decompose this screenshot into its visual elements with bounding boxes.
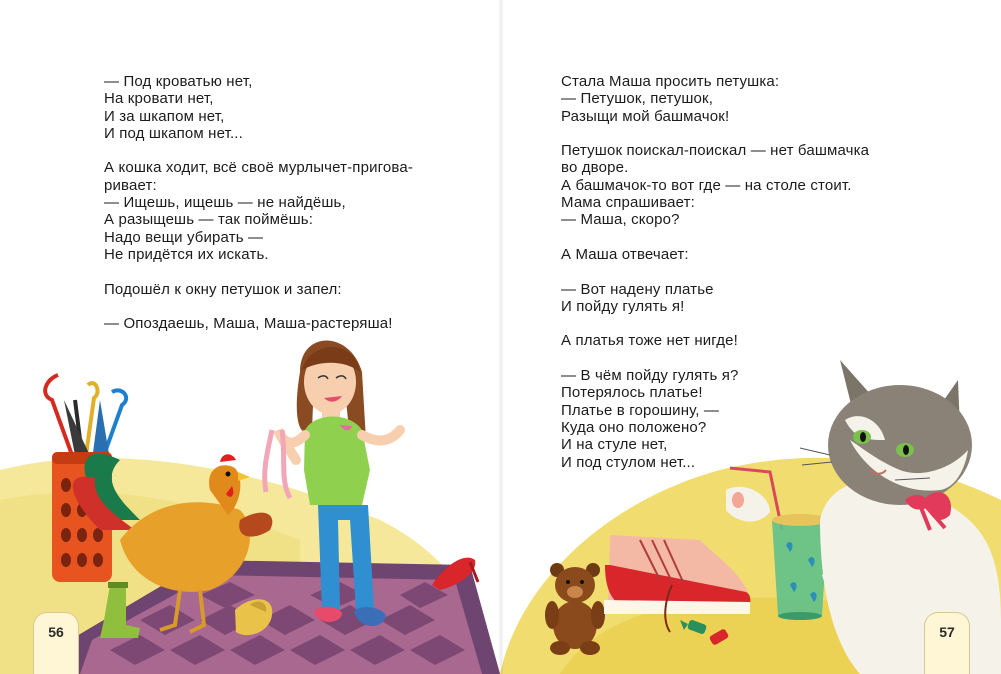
text-line: ривает: (104, 176, 157, 194)
stanza-gap (561, 315, 921, 332)
text-line: А кошка ходит, всё своё мурлычет-пригова- (104, 159, 413, 177)
stanza-gap (561, 350, 921, 367)
page-number-right: 57 (924, 612, 970, 674)
stanza-gap (561, 263, 921, 280)
text-line: Мама спрашивает: (561, 194, 695, 212)
stanza-gap (561, 125, 921, 142)
text-line: — Вот надену платье (561, 280, 714, 298)
text-line: Куда оно положено? (561, 418, 707, 436)
right-page-text (561, 73, 921, 471)
text-line: Подошёл к окну петушок и запел: (104, 280, 342, 298)
text-line: А башмачок-то вот где — на столе стоит. (561, 176, 852, 194)
book-gutter (498, 0, 504, 674)
text-line: Платье в горошину, — (561, 401, 720, 419)
text-line: И на стуле нет, (561, 436, 668, 454)
text-line: И пойду гулять я! (561, 297, 685, 315)
text-line: На кровати нет, (104, 90, 214, 108)
stanza-gap (561, 229, 921, 246)
stanza-gap (104, 142, 464, 159)
text-line: Надо вещи убирать — (104, 228, 264, 246)
text-line: А Маша отвечает: (561, 245, 689, 263)
page-number-left: 56 (33, 612, 79, 674)
text-line: во дворе. (561, 159, 629, 177)
text-line: — В чём пойду гулять я? (561, 367, 739, 385)
text-line: Потерялось платье! (561, 384, 703, 402)
text-line: — Маша, скоро? (561, 211, 680, 229)
text-line: Не придётся их искать. (104, 245, 269, 263)
text-line: — Ищешь, ищешь — не найдёшь, (104, 194, 346, 212)
text-line: — Петушок, петушок, (561, 90, 714, 108)
text-line: И под шкапом нет... (104, 124, 243, 142)
text-line: И под стулом нет... (561, 453, 696, 471)
text-line: Разыщи мой башмачок! (561, 107, 730, 125)
stanza-gap (104, 298, 464, 315)
text-line: — Опоздаешь, Маша, Маша-растеряша! (104, 315, 393, 333)
text-line: — Под кроватью нет, (104, 73, 253, 90)
text-line: А разыщешь — так поймёшь: (104, 211, 314, 229)
left-page-text (104, 73, 464, 332)
text-line: Петушок поискал-поискал — нет башмачка (561, 142, 870, 160)
text-line: Стала Маша просить петушка: (561, 73, 780, 90)
stanza-gap (104, 263, 464, 280)
text-line: А платья тоже нет нигде! (561, 332, 738, 350)
text-line: И за шкапом нет, (104, 107, 225, 125)
